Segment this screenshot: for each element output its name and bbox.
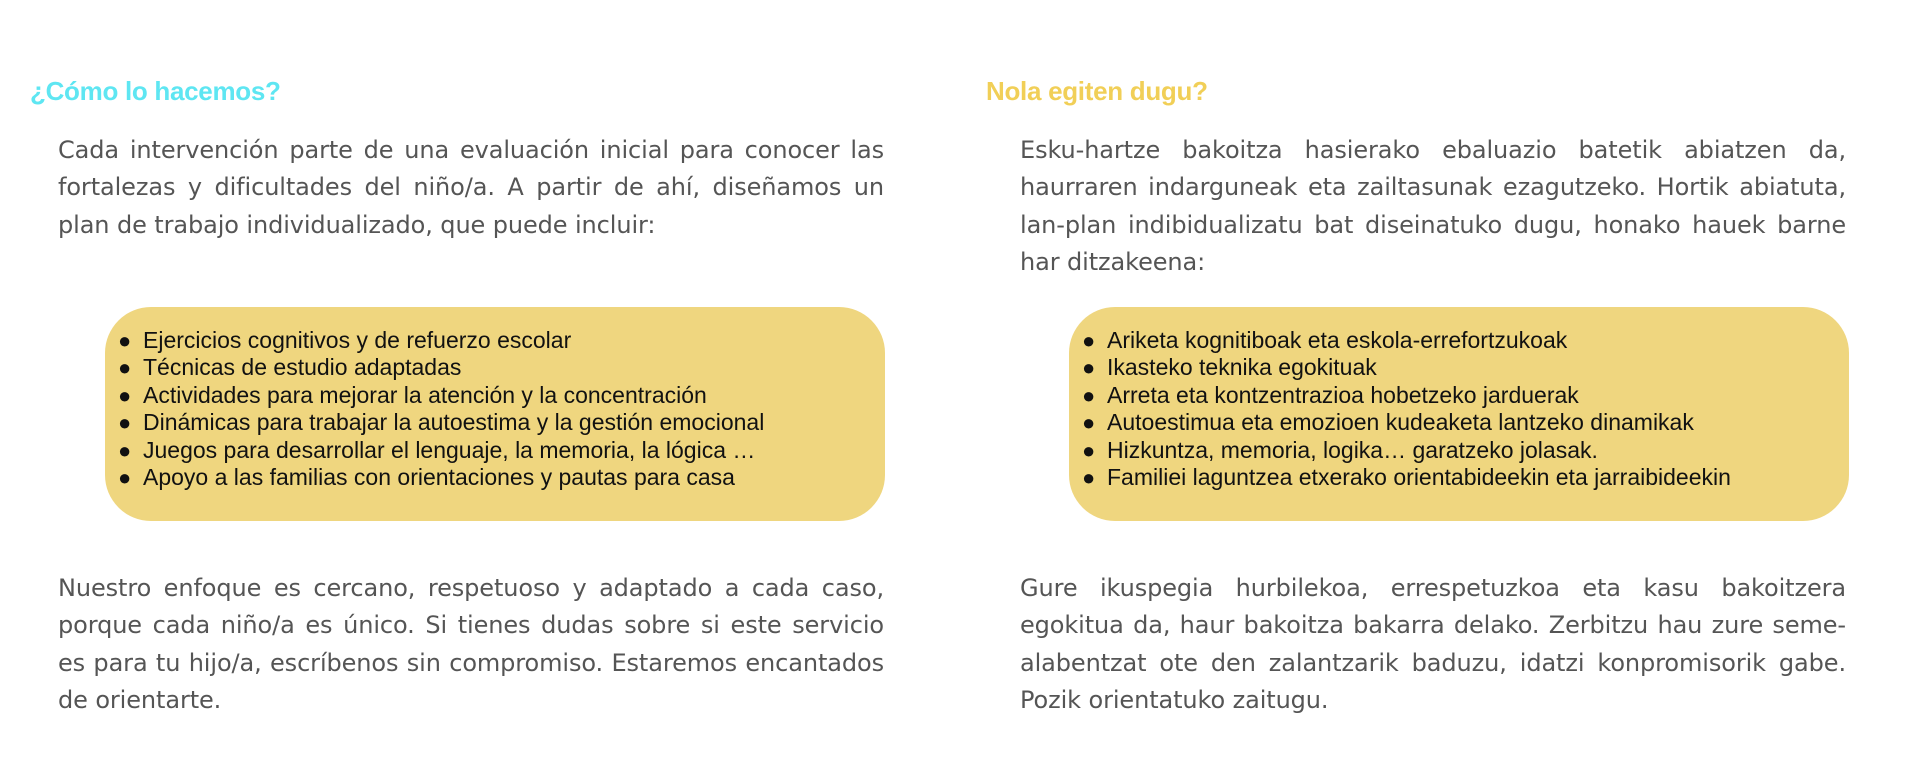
bullet-icon: ● <box>118 382 132 408</box>
basque-column <box>960 0 1920 774</box>
bullet-icon: ● <box>1082 382 1096 408</box>
list-item-text: Ariketa kognitiboak eta eskola-errefortzukoak <box>1107 327 1568 353</box>
bullet-icon: ● <box>1082 328 1096 353</box>
bullet-icon: ● <box>1082 410 1096 436</box>
basque-activities-list <box>1082 327 1839 491</box>
list-item <box>118 381 875 409</box>
list-item-text: Arreta eta kontzentrazioa hobetzeko jarduerak <box>1107 381 1579 408</box>
list-item <box>118 354 875 381</box>
list-item-text: Juegos para desarrollar el lenguaje, la memoria, la lógica … <box>143 436 756 463</box>
list-item-text: Ikasteko teknika egokituak <box>1107 354 1377 381</box>
basque-intro-paragraph: Esku-hartze bakoitza hasierako ebaluazio batetik abiatzen da, haurraren indarguneak eta zailtasunak ezagutzeko. Hortik abiatuta, lan-plan indibidualizatu bat diseinatuko dugu, honako hauek barne har ditzakeena: <box>1020 136 1846 276</box>
spanish-intro-paragraph: Cada intervención parte de una evaluación inicial para conocer las fortalezas y dificultades del niño/a. A partir de ahí, diseñamos un plan de trabajo individualizado, que puede incluir: <box>58 136 884 239</box>
list-item <box>118 436 875 464</box>
bullet-icon: ● <box>1082 437 1096 463</box>
list-item-text: Actividades para mejorar la atención y la concentración <box>143 381 707 408</box>
list-item <box>1082 436 1839 464</box>
list-item <box>1082 381 1839 409</box>
list-item-text: Ejercicios cognitivos y de refuerzo escolar <box>143 327 572 353</box>
list-item-text: Hizkuntza, memoria, logika… garatzeko jolasak. <box>1107 436 1598 463</box>
list-item <box>1082 354 1839 381</box>
spanish-heading: ¿Cómo lo hacemos? <box>30 76 281 106</box>
bullet-icon: ● <box>118 437 132 463</box>
list-item-text: Técnicas de estudio adaptadas <box>143 354 462 381</box>
list-item <box>118 464 875 491</box>
basque-activities-box <box>1069 307 1849 521</box>
list-item-text: Autoestimua eta emozioen kudeaketa lantzeko dinamikak <box>1107 409 1694 436</box>
bullet-icon: ● <box>118 465 132 491</box>
spanish-activities-box <box>105 307 885 521</box>
spanish-activities-list <box>118 327 875 491</box>
basque-heading: Nola egiten dugu? <box>986 76 1208 106</box>
list-item <box>118 409 875 436</box>
bullet-icon: ● <box>118 355 132 381</box>
list-item <box>1082 327 1839 354</box>
basque-outro-paragraph: Gure ikuspegia hurbilekoa, errespetuzkoa eta kasu bakoitzera egokitua da, haur bakoitza bakarra delako. Zerbitzu hau zure seme-alabentzat ote den zalantzarik baduzu, idatzi konpromisorik gabe. Pozik orientatuko zaitugu. <box>1020 574 1846 714</box>
list-item <box>1082 409 1839 436</box>
list-item <box>1082 464 1839 491</box>
spanish-outro-paragraph: Nuestro enfoque es cercano, respetuoso y adaptado a cada caso, porque cada niño/a es único. Si tienes dudas sobre si este servicio es para tu hijo/a, escríbenos sin compromiso. Estaremos encantados de orientarte. <box>58 574 884 714</box>
bullet-icon: ● <box>118 410 132 436</box>
list-item-text: Dinámicas para trabajar la autoestima y la gestión emocional <box>143 409 765 436</box>
bullet-icon: ● <box>1082 465 1096 491</box>
list-item <box>118 327 875 354</box>
bullet-icon: ● <box>1082 355 1096 381</box>
bullet-icon: ● <box>118 328 132 353</box>
list-item-text: Familiei laguntzea etxerako orientabideekin eta jarraibideekin <box>1107 464 1731 491</box>
list-item-text: Apoyo a las familias con orientaciones y pautas para casa <box>143 464 735 491</box>
